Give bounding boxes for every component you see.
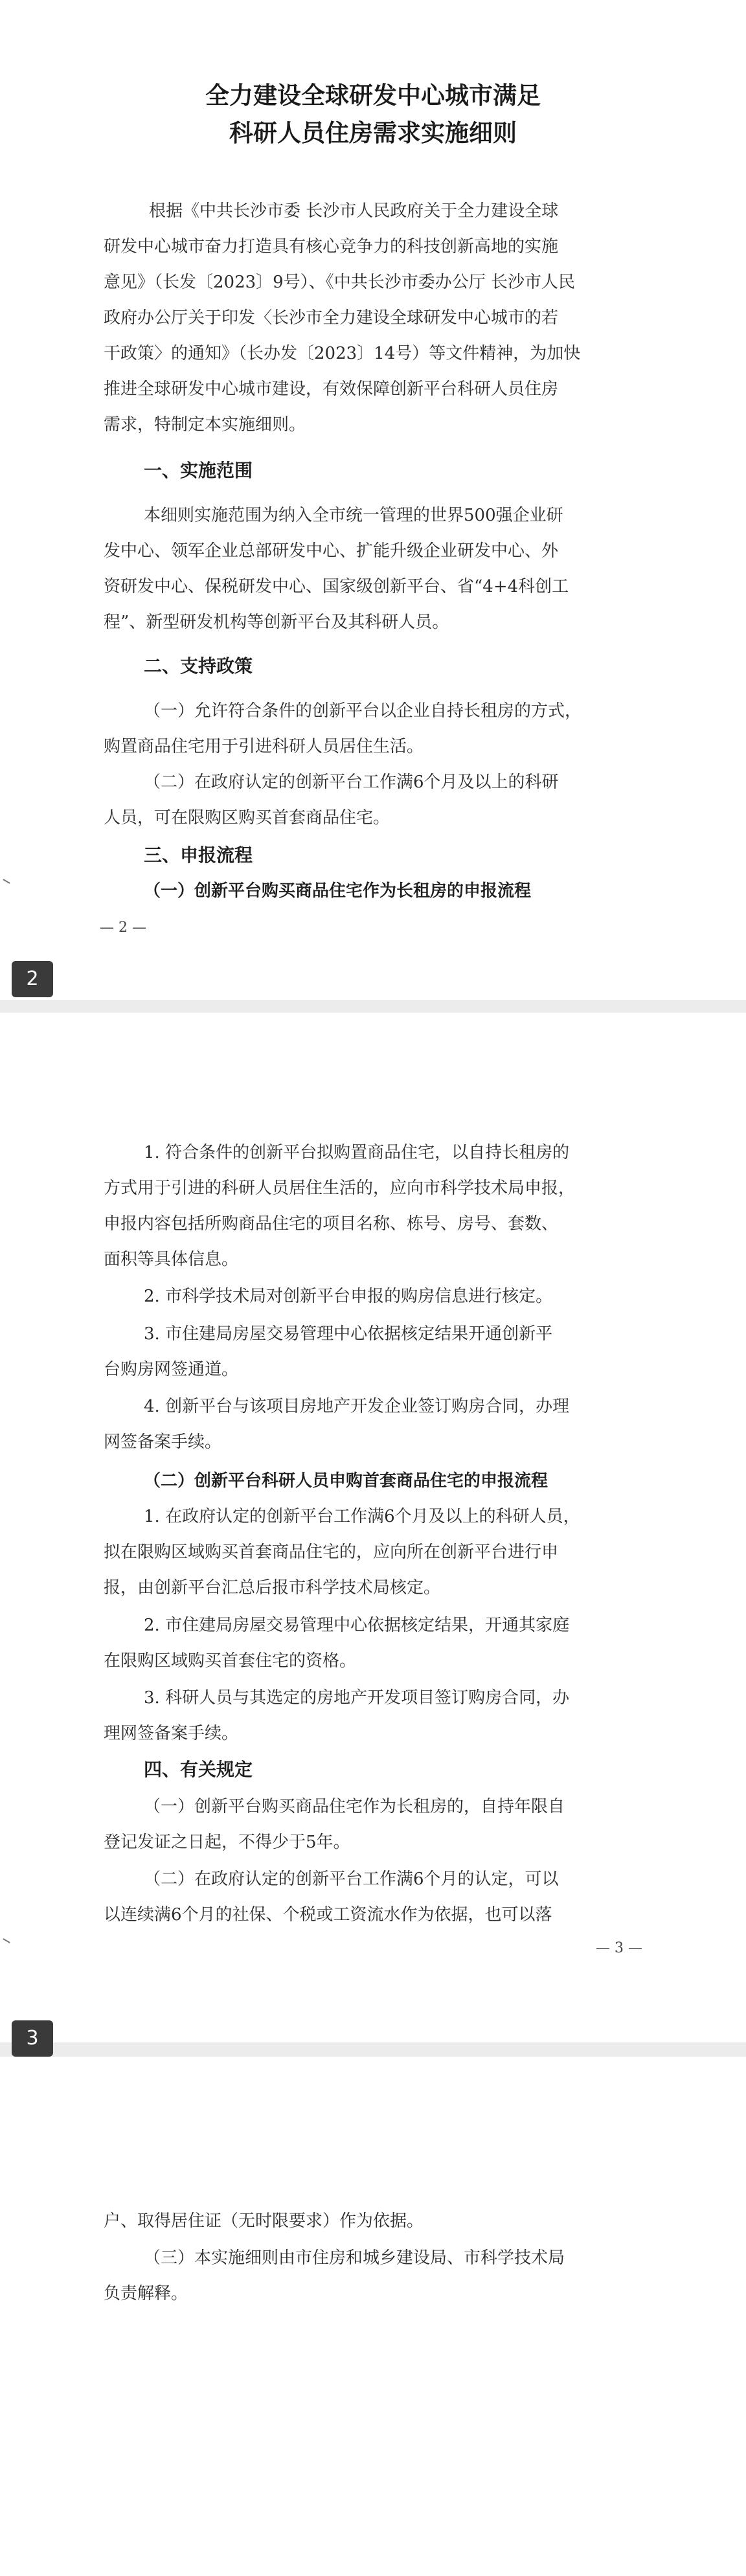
scope-line: 程”、新型研发机构等创新平台及其科研人员。	[104, 613, 449, 632]
page-badge-2[interactable]: 2	[12, 961, 53, 997]
scope-line: 本细则实施范围为纳入全市统一管理的世界500强企业研	[144, 506, 563, 525]
regulation-line: （二）在政府认定的创新平台工作满6个月的认定，可以	[144, 1870, 559, 1889]
document-title-line-2: 科研人员住房需求实施细则	[229, 119, 517, 147]
intro-line: 意见》（长发〔2023〕9号）、《中共长沙市委办公厅 长沙市人民	[104, 273, 575, 292]
subsection-heading-platform: （一）创新平台购买商品住宅作为长租房的申报流程	[144, 881, 532, 901]
regulation-line: 以连续满6个月的社保、个税或工资流水作为依据，也可以落	[104, 1905, 552, 1925]
process-line: 申报内容包括所购商品住宅的项目名称、栋号、房号、套数、	[104, 1214, 559, 1234]
page-number: — 3 —	[596, 1940, 642, 1956]
policy-line: 人员，可在限购区购买首套商品住宅。	[104, 808, 390, 828]
intro-line: 推进全球研发中心城市建设，有效保障创新平台科研人员住房	[104, 379, 559, 399]
subsection-heading-researchers: （二）创新平台科研人员申购首套商品住宅的申报流程	[144, 1471, 548, 1491]
policy-line: （二）在政府认定的创新平台工作满6个月及以上的科研	[144, 773, 559, 792]
process-line: 方式用于引进的科研人员居住生活的，应向市科学技术局申报，	[104, 1179, 576, 1198]
process-line: 网签备案手续。	[104, 1432, 222, 1452]
intro-line: 干政策〉的通知》（长办发〔2023〕14号）等文件精神，为加快	[104, 344, 581, 363]
document-page-2	[0, 0, 746, 1000]
section-heading-policy: 二、支持政策	[144, 655, 253, 677]
document-title-line-1: 全力建设全球研发中心城市满足	[205, 82, 541, 109]
closing-line: （三）本实施细则由市住房和城乡建设局、市科学技术局	[144, 2248, 565, 2268]
scan-mark	[3, 879, 10, 884]
intro-line: 研发中心城市奋力打造具有核心竞争力的科技创新高地的实施	[104, 237, 559, 256]
researcher-process-line: 拟在限购区域购买首套商品住宅的，应向所在创新平台进行申	[104, 1542, 559, 1562]
researcher-process-line: 报，由创新平台汇总后报市科学技术局核定。	[104, 1578, 441, 1598]
intro-line: 政府办公厅关于印发〈长沙市全力建设全球研发中心城市的若	[104, 308, 559, 328]
process-line: 台购房网签通道。	[104, 1360, 239, 1379]
researcher-process-line: 在限购区域购买首套住宅的资格。	[104, 1651, 357, 1671]
section-heading-regulations: 四、有关规定	[144, 1759, 253, 1780]
process-line: 1. 符合条件的创新平台拟购置商品住宅，以自持长租房的	[144, 1143, 570, 1162]
intro-line: 根据《中共长沙市委 长沙市人民政府关于全力建设全球	[149, 201, 559, 221]
researcher-process-line: 理网签备案手续。	[104, 1724, 239, 1743]
scope-line: 发中心、领军企业总部研发中心、扩能升级企业研发中心、外	[104, 541, 559, 561]
section-heading-scope: 一、实施范围	[144, 460, 253, 481]
closing-line: 负责解释。	[104, 2284, 188, 2303]
intro-line: 需求，特制定本实施细则。	[104, 415, 306, 435]
section-heading-process: 三、申报流程	[144, 844, 253, 866]
page-badge-3[interactable]: 3	[12, 2020, 53, 2057]
regulation-line: （一）创新平台购买商品住宅作为长租房的，自持年限自	[144, 1797, 565, 1816]
policy-line: 购置商品住宅用于引进科研人员居住生活。	[104, 737, 424, 756]
closing-line: 户、取得居住证（无时限要求）作为依据。	[104, 2211, 424, 2231]
process-line: 2. 市科学技术局对创新平台申报的购房信息进行核定。	[144, 1287, 553, 1306]
process-line: 4. 创新平台与该项目房地产开发企业签订购房合同，办理	[144, 1397, 570, 1416]
researcher-process-line: 2. 市住建局房屋交易管理中心依据核定结果，开通其家庭	[144, 1616, 570, 1635]
policy-line: （一）允许符合条件的创新平台以企业自持长租房的方式，	[144, 701, 582, 721]
page-number: — 2 —	[100, 920, 146, 936]
document-page-3	[0, 1013, 746, 2042]
scan-mark	[3, 1938, 10, 1943]
process-line: 3. 市住建局房屋交易管理中心依据核定结果开通创新平	[144, 1324, 553, 1344]
researcher-process-line: 1. 在政府认定的创新平台工作满6个月及以上的科研人员，	[144, 1507, 580, 1526]
regulation-line: 登记发证之日起，不得少于5年。	[104, 1833, 350, 1852]
document-page-4	[0, 2057, 746, 2576]
scope-line: 资研发中心、保税研发中心、国家级创新平台、省“4+4科创工	[104, 577, 569, 596]
researcher-process-line: 3. 科研人员与其选定的房地产开发项目签订购房合同，办	[144, 1688, 570, 1708]
process-line: 面积等具体信息。	[104, 1250, 239, 1269]
